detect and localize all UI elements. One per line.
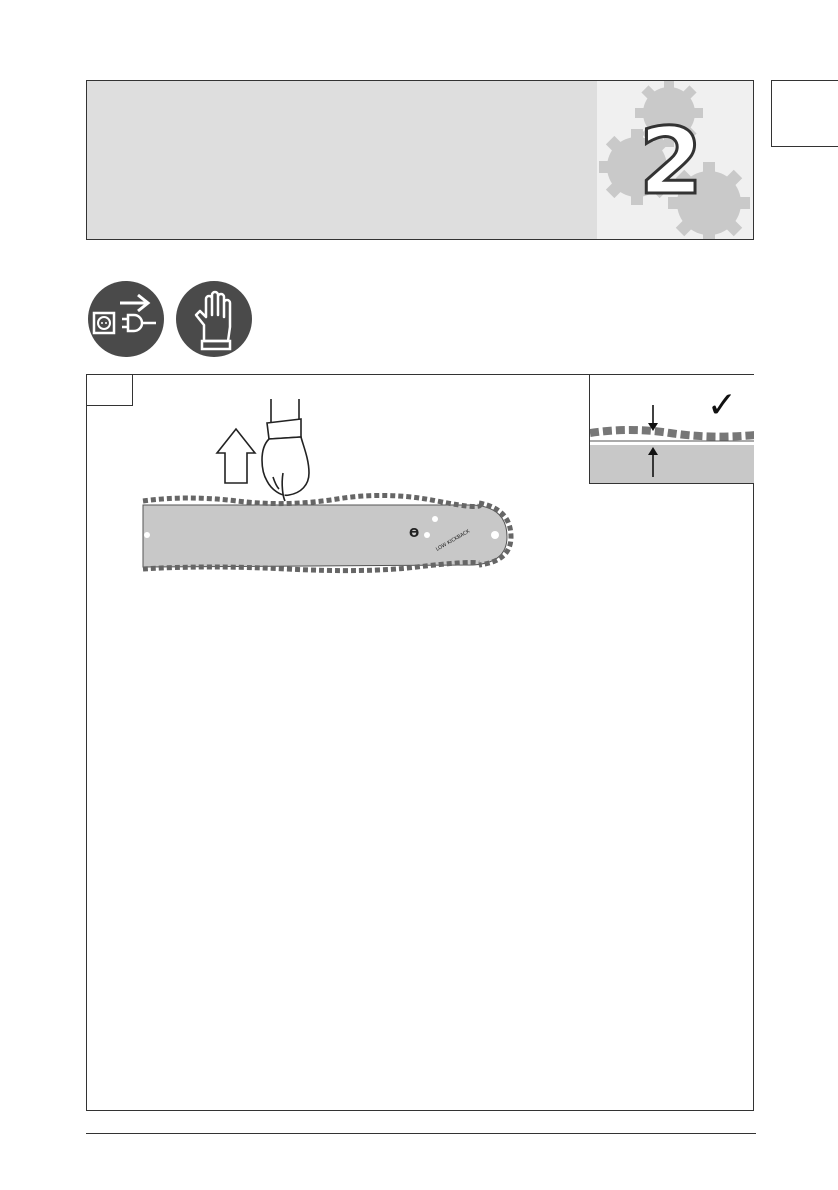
chapter-gear-panel [597,81,753,239]
unplug-from-mains-icon [88,281,164,357]
lift-up-arrow-icon [217,429,255,483]
section-tab-marker [771,80,838,147]
chain-bar-illustration [87,375,589,595]
instruction-figure [86,374,754,1111]
footer-rule [86,1133,756,1134]
step-number: 2 [638,108,704,215]
chapter-header [86,80,754,240]
svg-text:Ɵ: Ɵ [409,526,420,540]
gears-icon [597,81,753,239]
guide-bar [143,495,511,570]
wear-gloves-icon [176,281,252,357]
hand-icon [262,399,309,501]
chain-tension-detail [589,375,754,484]
bar-marking: LOW KICKBACK [435,528,472,553]
checkmark-icon: ✓ [706,385,738,426]
